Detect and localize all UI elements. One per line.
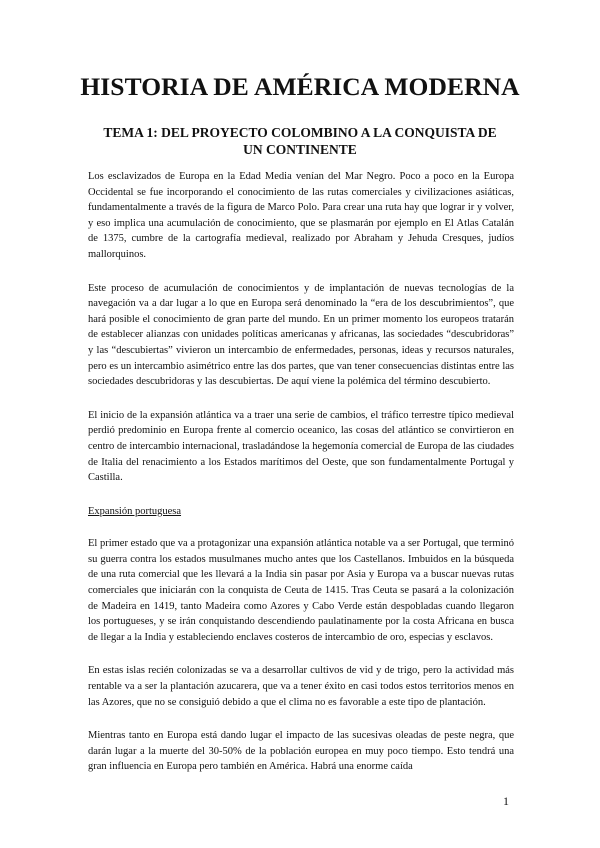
document-title: HISTORIA DE AMÉRICA MODERNA xyxy=(80,72,520,101)
page-number: 1 xyxy=(503,794,509,808)
paragraph: Mientras tanto en Europa está dando lugar el impacto de las sucesivas oleadas de peste negra, que darán lugar a la muerte del 30-50% de la población europea en muy poco tiempo. Esto tendrá una gran influencia en Europa pero también en América. Habrá una enorme caída xyxy=(88,730,514,773)
paragraph: El primer estado que va a protagonizar una expansión atlántica notable va a ser Portugal, que terminó su guerra contra los estados musulmanes mucho antes que los Castellanos. Imbuidos en la búsqueda de una ruta comercial que les llevará a la India sin pasar por Asia y Europa va a buscar nuevas rutas comerciales que iniciarán con la conquista de Ceuta de 1415. Tras Ceuta se pasará a la colonización de Madeira en 1419, tanto Madeira como Azores y Cabo Verde están despobladas cuando llegaron los portugueses, y se irán conquistando descendiendo paulatinamente por la costa Africana en busca de llegar a la India y estableciendo enclaves costeros de intercambio de oro, especias y esclavos. xyxy=(88,538,514,643)
paragraph: Los esclavizados de Europa en la Edad Media venían del Mar Negro. Poco a poco en la Europa Occidental se fue incorporando el conocimiento de las rutas comerciales y civilizaciones asiáticas, fundamentalmente a través de la figura de Marco Polo. Para crear una ruta hay que lograr ir y volver, y eso implica una acumulación de conocimiento, que se plasmarán por ejemplo en El Atlas Catalán de 1375, cumbre de la cartografía medieval, realizado por Abraham y Jehuda Cresques, judíos mallorquinos. xyxy=(88,171,514,260)
section-heading: Expansión portuguesa xyxy=(88,505,182,517)
paragraph: Este proceso de acumulación de conocimientos y de implantación de nuevas tecnologías de la navegación va a dar lugar a lo que en Europa será denominado la “era de los descubrimientos”, que hará posible el conocimiento de gran parte del mundo. En un primer momento los europeos tratarán de establecer alianzas con unidades políticas americanas y africanas, las sociedades “descubridoras” y las “descubiertas” vivieron un intercambio de enfermedades, personas, ideas y recursos naturales, pero es un intercambio asimétrico entre las dos partes, que van tener consecuencias distintas entre las sociedades descubridoras y las descubiertas. De aquí viene la polémica del término descubierto. xyxy=(88,282,514,388)
chapter-title: TEMA 1: DEL PROYECTO COLOMBINO A LA CONQUISTA DE UN CONTINENTE xyxy=(103,125,497,157)
paragraph: El inicio de la expansión atlántica va a traer una serie de cambios, el tráfico terrestre típico medieval perdió predominio en Europa frente al comercio oceanico, las cosas del atlántico se convirtieron en centro de intercambio internacional, trasladándose la hegemonía comercial de Europa de las ciudades de Italia del renacimiento a los Estados marítimos del Oeste, que son fundamentalmente Portugal y Castilla. xyxy=(88,409,514,484)
paragraph: En estas islas recién colonizadas se va a desarrollar cultivos de vid y de trigo, pero la actividad más rentable va a ser la plantación azucarera, que va a tener éxito en casi todos estos territorios menos en las Azores, que no se consiguió debido a que el clima no es favorable a este tipo de plantación. xyxy=(88,665,514,708)
document-body xyxy=(88,169,514,793)
